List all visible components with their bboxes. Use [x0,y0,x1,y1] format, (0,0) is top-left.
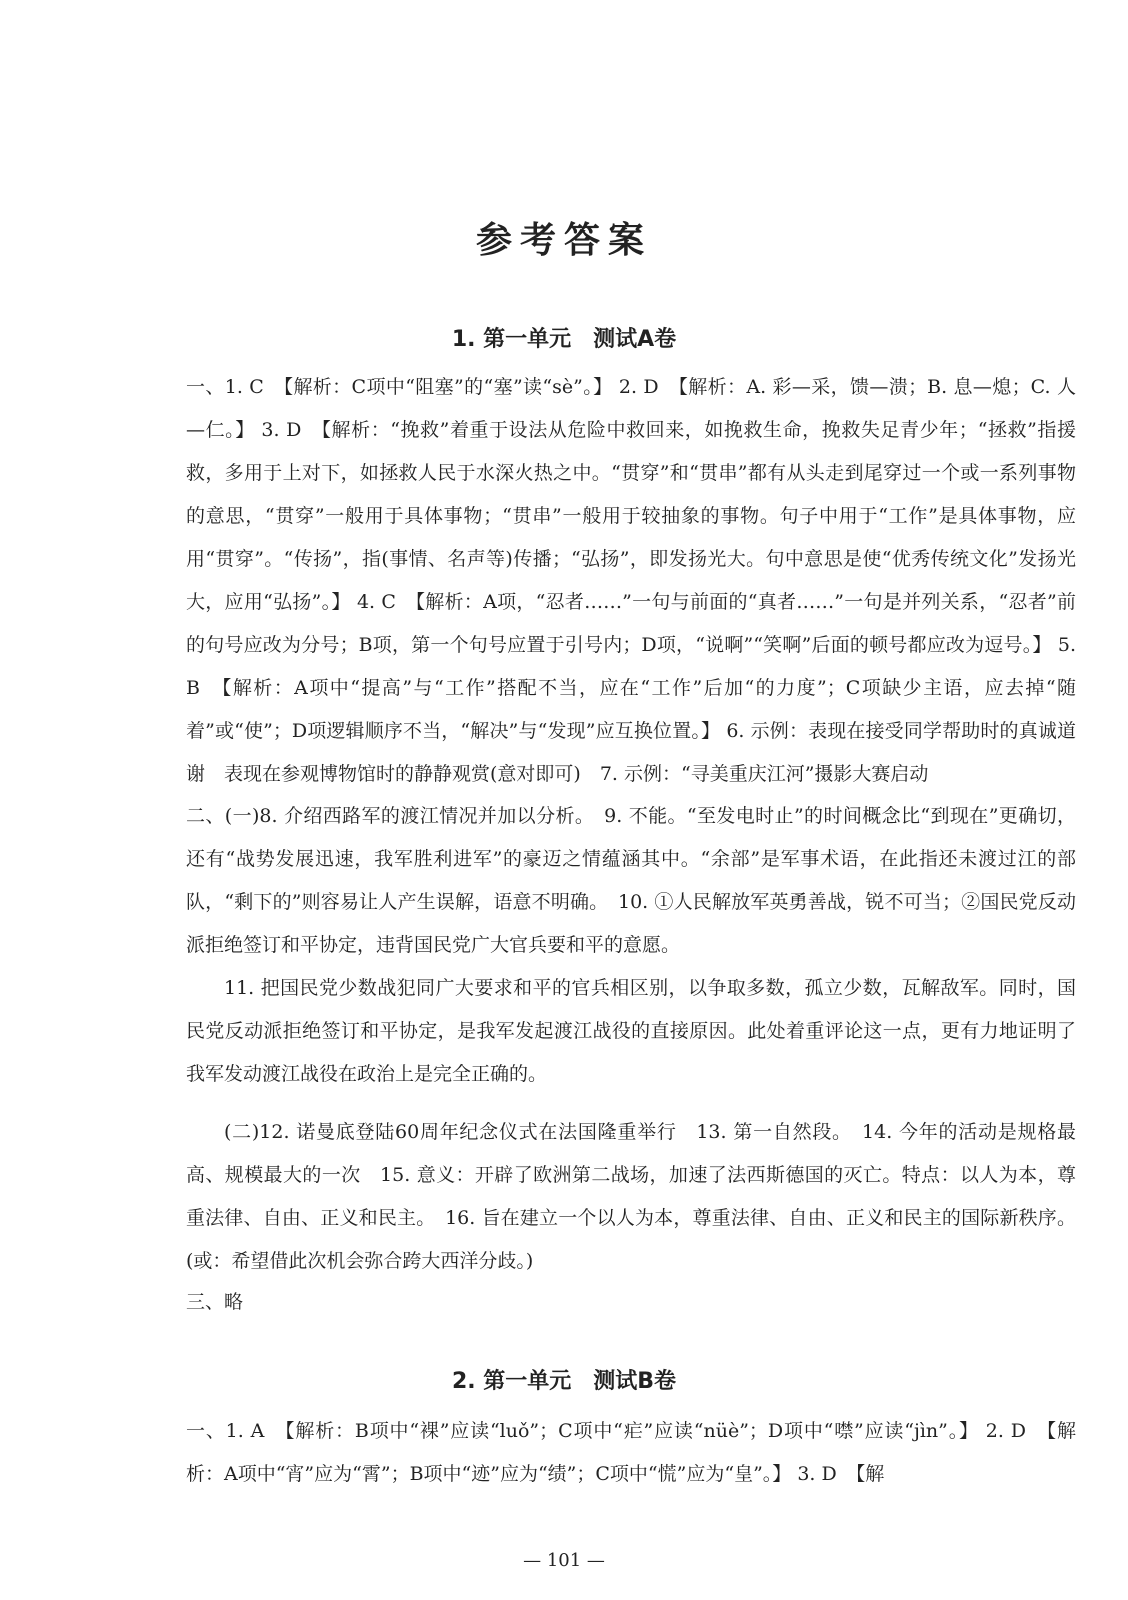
section-heading-test-b: 2. 第一单元 测试B卷 [451,1369,677,1394]
answer-paragraph-part-two: (二)12. 诺曼底登陆60周年纪念仪式在法国隆重举行 13. 第一自然段。 14. 今年的活动是规格最高、规模最大的一次 15. 意义：开辟了欧洲第二战场，加速了法西斯德国的灭亡。特点：以人为本，尊重法律、自由、正义和民主。 16. 旨在建立一个以人为本，尊重法律、自由、正义和民主的国际新秩序。(或：希望借此次机会弥合跨大西洋分歧。) [186,1121,1076,1272]
answer-paragraph-part-2: 二、(一)8. 介绍西路军的渡江情况并加以分析。 9. 不能。“至发电时止”的时间概念比“到现在”更确切，还有“战势发展迅速，我军胜利进军”的豪迈之情蕴涵其中。“余部”是军事术语，在此指还未渡过江的部队，“剩下的”则容易让人产生误解，语意不明确。 10. ①人民解放军英勇善战，锐不可当；②国民党反动派拒绝签订和平协定，违背国民党广大官兵要和平的意愿。 [186,805,1076,956]
answer-paragraph-test-b: 一、1. A 【解析：B项中“裸”应读“luǒ”；C项中“疟”应读“nüè”；D项中“噤”应读“jìn”。】 2. D 【解析：A项中“宵”应为“霄”；B项中“迹”应为“绩”；C项中“慌”应为“皇”。】 3. D 【解 [186,1420,1076,1485]
section-heading-test-a: 1. 第一单元 测试A卷 [451,327,677,352]
answer-paragraph-part-1: 一、1. C 【解析：C项中“阻塞”的“塞”读“sè”。】 2. D 【解析：A. 彩—采，馈—溃；B. 息—熄；C. 人—仁。】 3. D 【解析：“挽救”着重于设法从危险中救回来，如挽救生命，挽救失足青少年；“拯救”指援救，多用于上对下，如拯救人民于水深火热之中。“贯穿”和“贯串”都有从头走到尾穿过一个或一系列事物的意思，“贯穿”一般用于具体事物；“贯串”一般用于较抽象的事物。句子中用于“工作”是具体事物，应用“贯穿”。“传扬”，指(事情、名声等)传播；“弘扬”，即发扬光大。句中意思是使“优秀传统文化”发扬光大，应用“弘扬”。】 4. C 【解析：A项，“忍者……”一句与前面的“真者……”一句是并列关系，“忍者”前的句号应改为分号；B项，第一个句号应置于引号内；D项，“说啊”“笑啊”后面的顿号都应改为逗号。】 5. B 【解析：A项中“提高”与“工作”搭配不当，应在“工作”后加“的力度”；C项缺少主语，应去掉“随着”或“使”；D项逻辑顺序不当，“解决”与“发现”应互换位置。】 6. 示例：表现在接受同学帮助时的真诚道谢 表现在参观博物馆时的静静观赏(意对即可) 7. 示例：“寻美重庆江河”摄影大赛启动 [186,376,1076,785]
page-number: — 101 — [523,1550,605,1571]
answer-paragraph-question-11: 11. 把国民党少数战犯同广大要求和平的官兵相区别，以争取多数，孤立少数，瓦解敌军。同时，国民党反动派拒绝签订和平协定，是我军发起渡江战役的直接原因。此处着重评论这一点，更有力地证明了我军发动渡江战役在政治上是完全正确的。 [186,977,1076,1085]
page-title: 参考答案 [475,220,652,261]
answer-paragraph-part-3: 三、略 [186,1291,244,1313]
